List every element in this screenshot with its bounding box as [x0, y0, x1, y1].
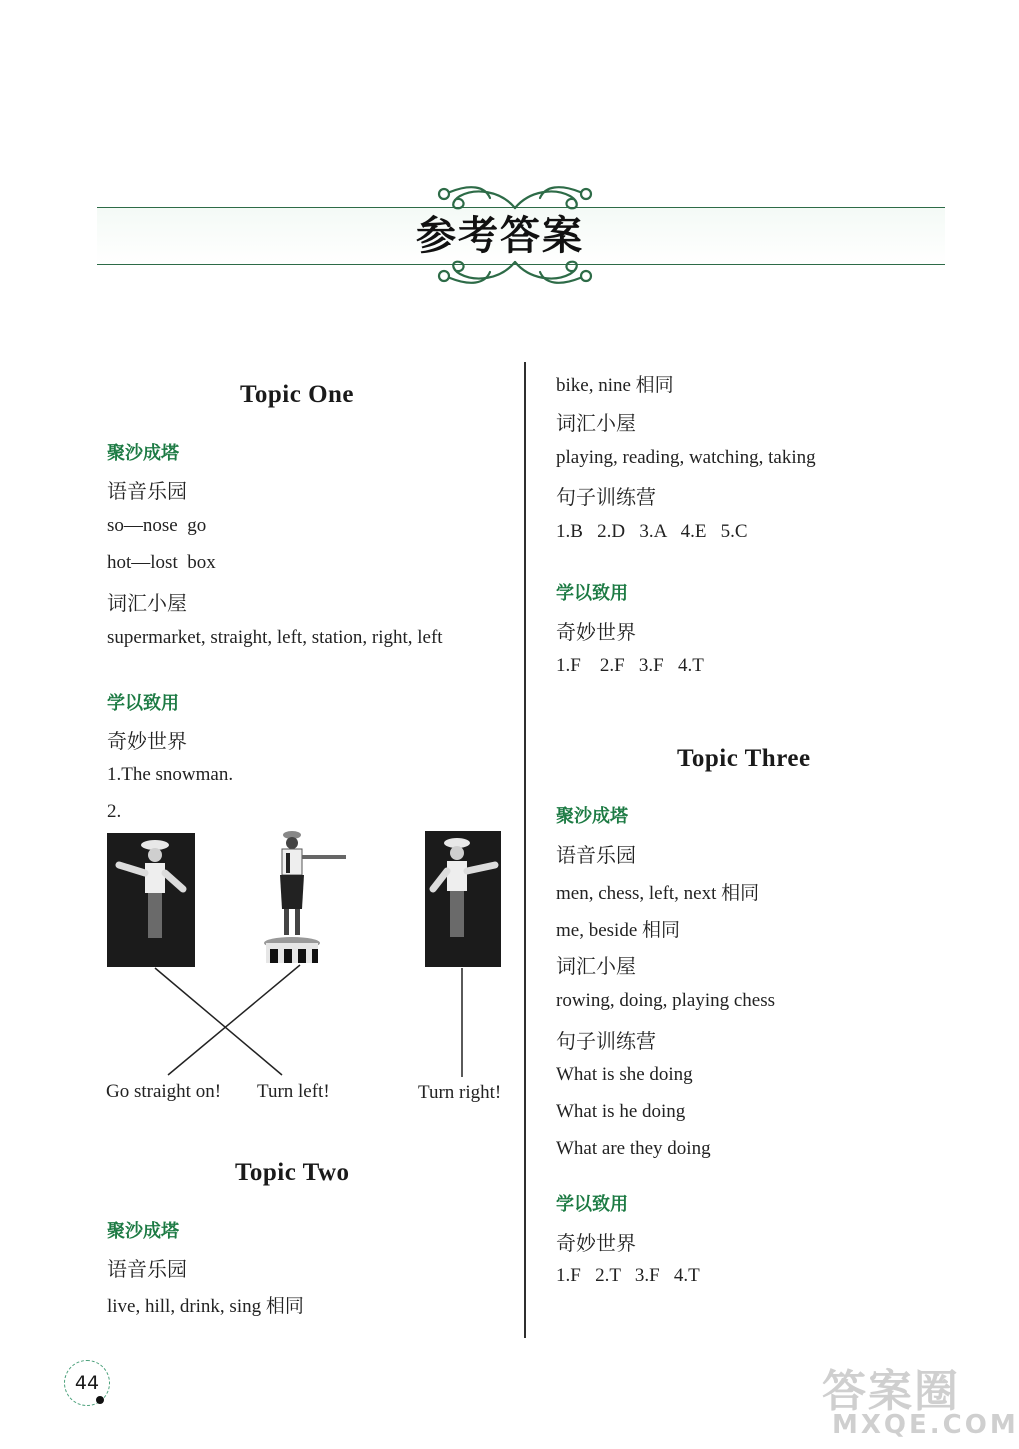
- answer-line: What are they doing: [556, 1138, 711, 1159]
- watermark-url: MXQE.COM: [832, 1410, 1019, 1440]
- section-heading: 学以致用: [107, 693, 179, 714]
- subsection-heading: 语音乐园: [556, 843, 636, 867]
- answer-line: 1.F 2.F 3.F 4.T: [556, 655, 704, 676]
- section-heading: 学以致用: [556, 583, 628, 604]
- answer-line: men, chess, left, next 相同: [556, 883, 760, 904]
- answer-line: bike, nine 相同: [556, 375, 674, 396]
- answer-line: 2.: [107, 801, 122, 822]
- topic-three-title: Topic Three: [677, 745, 811, 772]
- section-heading: 聚沙成塔: [107, 1221, 179, 1242]
- subsection-heading: 词汇小屋: [107, 591, 187, 615]
- answer-line: rowing, doing, playing chess: [556, 990, 776, 1011]
- answer-line: 1.The snowman.: [107, 764, 234, 785]
- subsection-heading: 语音乐园: [107, 1257, 187, 1281]
- subsection-heading: 奇妙世界: [556, 1231, 636, 1255]
- section-heading: 聚沙成塔: [556, 806, 628, 827]
- answer-line: 1.F 2.T 3.F 4.T: [556, 1265, 700, 1286]
- subsection-heading: 奇妙世界: [556, 620, 636, 644]
- caption-turn-left: Turn left!: [257, 1081, 330, 1102]
- subsection-heading: 句子训练营: [556, 1029, 656, 1053]
- subsection-heading: 奇妙世界: [107, 729, 187, 753]
- subsection-heading: 词汇小屋: [556, 411, 636, 435]
- topic-one-title: Topic One: [240, 381, 355, 408]
- answer-line: supermarket, straight, left, station, right, left: [107, 627, 443, 648]
- answer-line: What is he doing: [556, 1101, 686, 1122]
- answer-line: me, beside 相同: [556, 920, 681, 941]
- answer-line: so—nose go: [107, 515, 207, 536]
- answer-line: 1.B 2.D 3.A 4.E 5.C: [556, 521, 748, 542]
- page-dot-icon: [96, 1396, 104, 1404]
- watermark-logo: 答案圈: [822, 1366, 960, 1417]
- answer-line: hot—lost box: [107, 552, 216, 573]
- caption-go-straight: Go straight on!: [106, 1081, 222, 1102]
- topic-two-title: Topic Two: [235, 1159, 350, 1186]
- section-heading: 学以致用: [556, 1194, 628, 1215]
- page-number: 44: [64, 1360, 110, 1406]
- answer-line: live, hill, drink, sing 相同: [107, 1296, 304, 1317]
- subsection-heading: 词汇小屋: [556, 954, 636, 978]
- subsection-heading: 语音乐园: [107, 479, 187, 503]
- subsection-heading: 句子训练营: [556, 485, 656, 509]
- caption-turn-right: Turn right!: [418, 1082, 502, 1103]
- page-title: 参考答案: [416, 213, 584, 259]
- answer-line: What is she doing: [556, 1064, 693, 1085]
- section-heading: 聚沙成塔: [107, 443, 179, 464]
- answer-line: playing, reading, watching, taking: [556, 447, 816, 468]
